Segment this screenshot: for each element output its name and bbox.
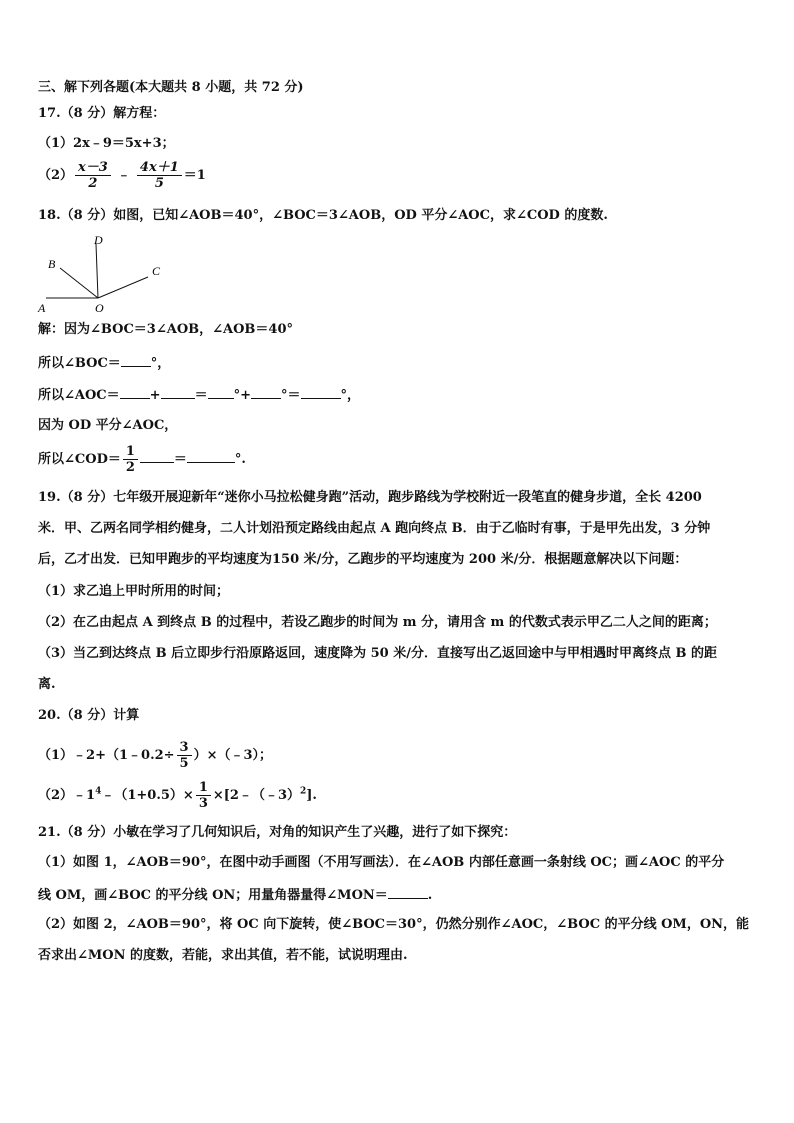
label-c: C (152, 264, 161, 278)
q18-solution-4: 因为 OD 平分∠AOC， (38, 418, 178, 433)
answer-blank[interactable] (140, 450, 174, 463)
q20-title: 20.（8 分）计算 (38, 708, 140, 723)
q19-line-1: 19.（8 分）七年级开展迎新年“迷你小马拉松健身跑”活动，跑步路线为学校附近一段笔直的健身步道，全长 4200 (38, 490, 702, 505)
q19-part2: （2）在乙由起点 A 到终点 B 的过程中，若设乙跑步的时间为 m 分，请用含 m 的代数式表示甲乙二人之间的距离； (38, 615, 717, 630)
q21-part2-b: 否求出∠MON 的度数，若能，求出其值，若不能，试说明理由. (38, 948, 408, 963)
answer-blank[interactable] (121, 354, 151, 367)
ray-oc (98, 277, 148, 298)
q18-solution-3: 所以∠AOC＝ + ＝ °+ °＝ °， (38, 388, 361, 403)
q20-part1: （1）﹣2+（1﹣0.2÷ $\frac{3}{5}$ ）×（﹣3）； (38, 740, 273, 771)
answer-blank[interactable] (388, 886, 428, 899)
fraction-4x-plus-1-over-5: $\frac{4x+1}{5}$ (137, 160, 182, 191)
q21-part1-a: （1）如图 1，∠AOB＝90°，在图中动手画图（不用写画法）．在∠AOB 内部任意画一条射线 OC；画∠AOC 的平分 (38, 855, 725, 870)
q19-part1: （1）求乙追上甲时所用的时间； (38, 584, 230, 599)
q17-title: 17.（8 分）解方程： (38, 106, 166, 121)
q18-solution-5: 所以∠COD＝ $\frac{1}{2}$ ＝ °. (38, 444, 246, 475)
answer-blank[interactable] (301, 386, 341, 399)
q21-part1-b: 线 OM，画∠BOC 的平分线 ON；用量角器量得∠MON＝ . (38, 888, 433, 903)
ray-ob (60, 268, 98, 298)
answer-blank[interactable] (161, 386, 195, 399)
q19-part3-a: （3）当乙到达终点 B 后立即步行沿原路返回，速度降为 50 米/分．直接写出乙返回途中与甲相遇时甲离终点 B 的距 (38, 646, 718, 661)
q17-part2: （2） $\frac{x-3}{2}$ ﹣ $\frac{4x+1}{5}$ ＝1 (38, 160, 206, 191)
q18-title: 18.（8 分）如图，已知∠AOB＝40°，∠BOC＝3∠AOB，OD 平分∠AOC，求∠COD 的度数. (38, 208, 608, 223)
fraction-one-half: $\frac{1}{2}$ (123, 444, 138, 475)
section-heading: 三、解下列各题(本大题共 8 小题，共 72 分) (38, 80, 304, 95)
q21-title: 21.（8 分）小敏在学习了几何知识后，对角的知识产生了兴趣，进行了如下探究： (38, 825, 517, 840)
label-a: A (38, 301, 46, 315)
angle-figure (34, 230, 174, 316)
q18-solution-2: 所以∠BOC＝ °， (38, 356, 171, 371)
q17-part2-label: （2） (38, 168, 74, 183)
answer-blank[interactable] (120, 386, 150, 399)
q19-line-2: 米．甲、乙两名同学相约健身，二人计划沿预定路线由起点 A 跑向终点 B．由于乙临时有事，于是甲先出发，3 分钟 (38, 521, 711, 536)
answer-blank[interactable] (208, 386, 234, 399)
q19-line-3: 后，乙才出发．已知甲跑步的平均速度为150 米/分，乙跑步的平均速度为 200 米/分．根据题意解决以下问题： (38, 552, 688, 567)
label-b: B (48, 257, 56, 271)
ray-od (96, 244, 98, 298)
q20-part2: $(2)﹣1^4﹣(1+0.5)\times$ $\frac{1}{3}$ ×[2﹣（﹣3）$^2$]. (38, 780, 317, 811)
label-d: D (94, 233, 103, 247)
fraction-1-over-3: $\frac{1}{3}$ (196, 780, 211, 811)
label-o: O (95, 301, 104, 315)
fraction-x-minus-3-over-2: $\frac{x-3}{2}$ (75, 160, 111, 191)
q17-part1: （1）2x﹣9＝5x+3； (38, 136, 175, 151)
fraction-3-over-5: $\frac{3}{5}$ (177, 740, 192, 771)
answer-blank[interactable] (251, 386, 281, 399)
q19-part3-b: 离. (38, 677, 56, 692)
q21-part2-a: （2）如图 2，∠AOB＝90°，将 OC 向下旋转，使∠BOC＝30°，仍然分别作∠AOC，∠BOC 的平分线 OM，ON，能 (38, 917, 750, 932)
answer-blank[interactable] (187, 450, 235, 463)
q18-solution-1: 解：因为∠BOC＝3∠AOB，∠AOB＝40° (38, 322, 294, 337)
